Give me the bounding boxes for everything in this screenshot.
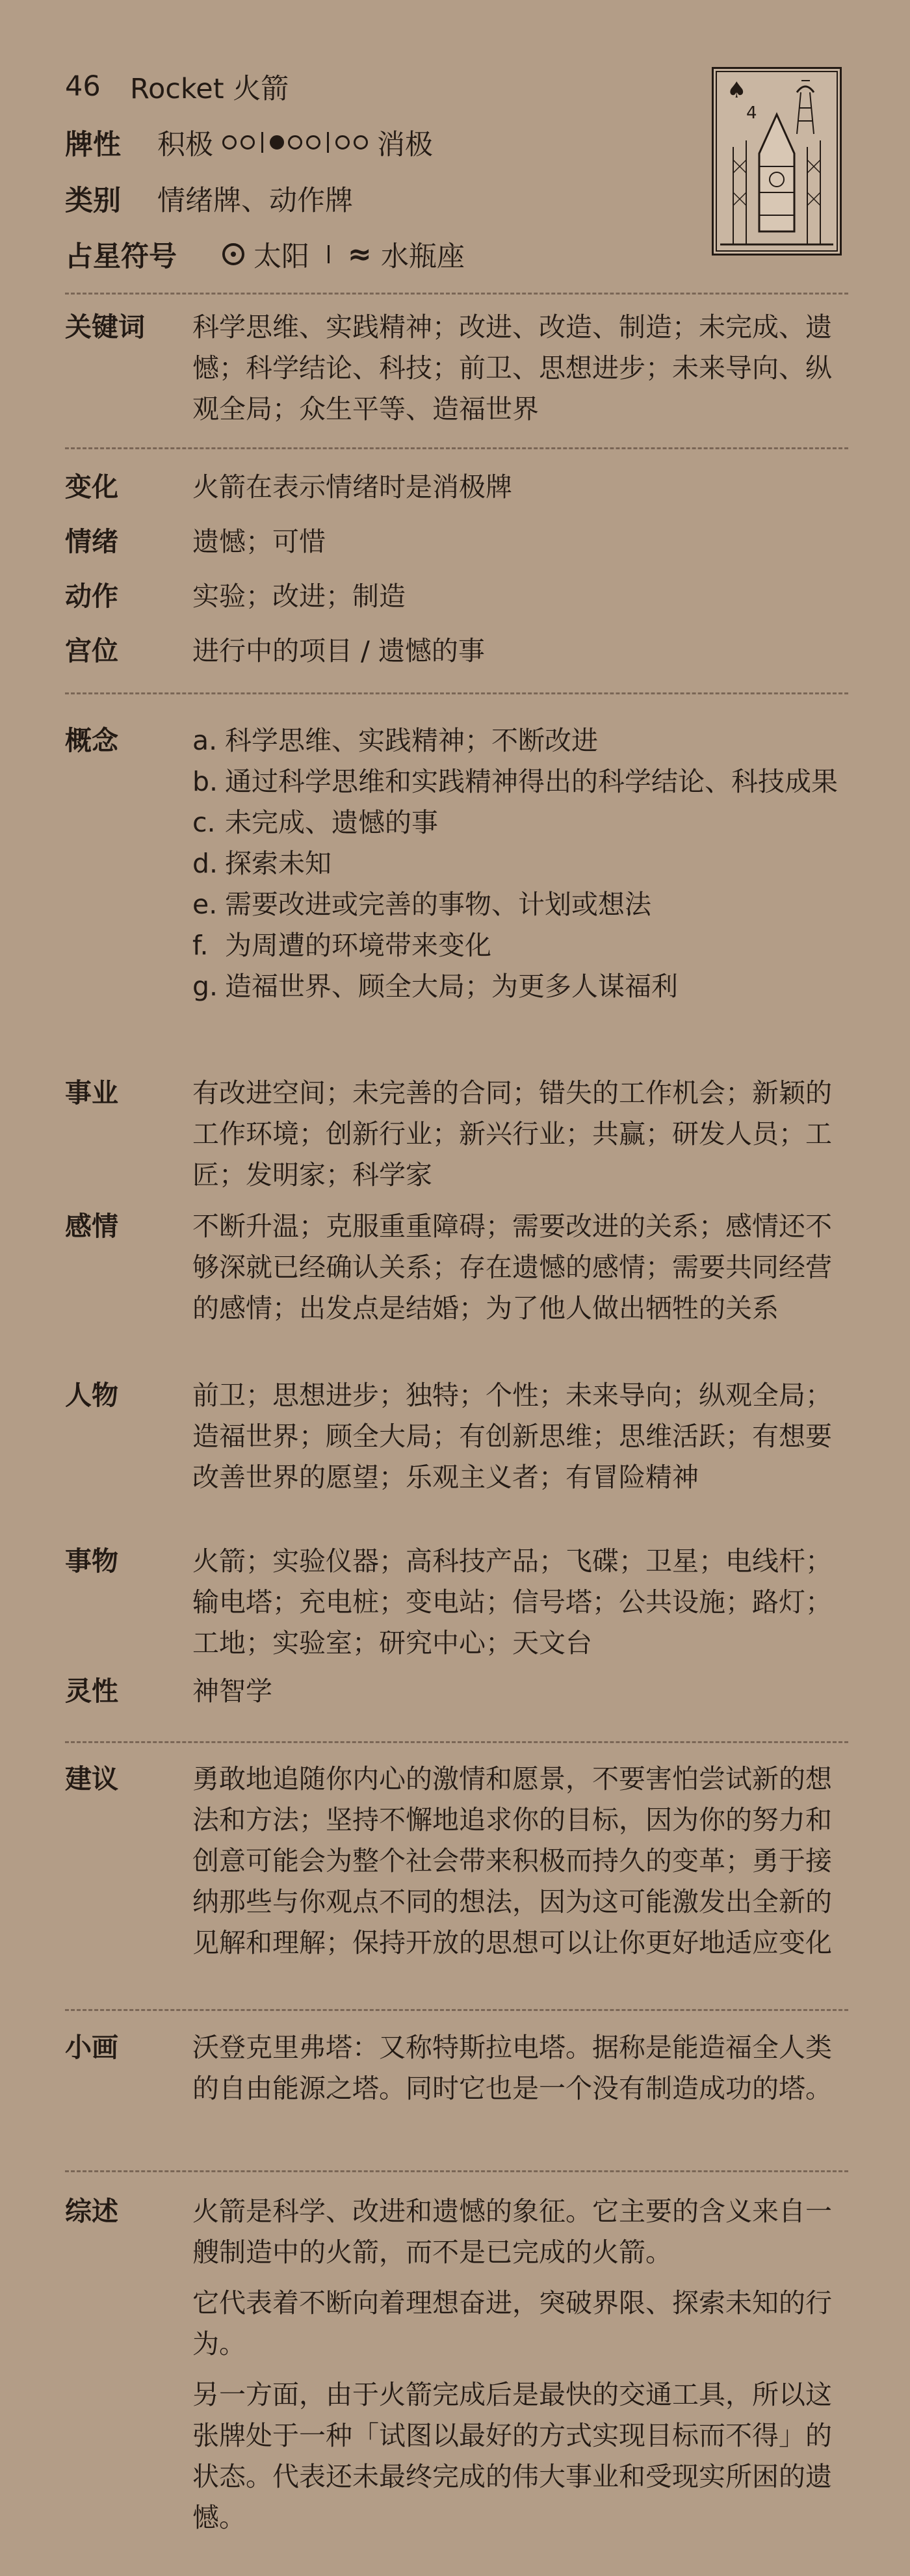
divider [65, 2170, 848, 2172]
advice-label: 建议 [65, 1763, 118, 1794]
keywords-label: 关键词 [65, 311, 145, 343]
concept-label: 概念 [65, 725, 118, 756]
polarity-positive-label: 积极 [157, 128, 213, 161]
category-row [65, 170, 650, 226]
concept-list [192, 720, 852, 1007]
polarity-negative-label: 消极 [377, 128, 433, 161]
change-label: 变化 [65, 471, 118, 503]
card-rank: 4 [746, 103, 757, 123]
divider [65, 692, 848, 694]
polarity-dot [335, 135, 350, 150]
spade-icon: ♠ [727, 77, 747, 103]
aquarius-icon: ≈ [348, 237, 372, 271]
astro-symbols [222, 235, 465, 274]
polarity-dot [222, 135, 237, 150]
category-label: 类别 [65, 184, 121, 217]
title-row [65, 59, 650, 114]
painting-label: 小画 [65, 2032, 118, 2063]
spirit-section [65, 1671, 852, 1712]
emotion-text: 遗憾；可惜 [192, 526, 326, 557]
astro-aquarius-label: 水瓶座 [380, 240, 465, 273]
painting-section [65, 2027, 852, 2109]
summary-body [192, 2191, 852, 2548]
list-item: f. 为周遭的环境带来变化 [192, 930, 491, 961]
keywords-text: 科学思维、实践精神；改进、改造、制造；未完成、遗憾；科学结论、科技；前卫、思想进步；未来导向、纵观全局；众生平等、造福世界 [192, 311, 832, 425]
house-label: 宫位 [65, 635, 118, 666]
polarity-dot [354, 135, 368, 150]
career-text: 有改进空间；未完善的合同；错失的工作机会；新颖的工作环境；创新行业；新兴行业；共赢；研发人员；工匠；发明家；科学家 [192, 1077, 832, 1190]
category-value: 情绪牌、动作牌 [157, 184, 353, 217]
love-section [65, 1206, 852, 1329]
objects-section [65, 1541, 852, 1664]
polarity-scale [157, 123, 433, 163]
action-row [65, 576, 852, 631]
polarity-dot [306, 135, 320, 150]
astro-label: 占星符号 [65, 240, 177, 273]
card-header [65, 59, 650, 282]
astro-sun-label: 太阳 [254, 240, 309, 273]
spirit-text: 神智学 [192, 1676, 272, 1707]
divider [65, 447, 848, 449]
house-text: 进行中的项目 / 遗憾的事 [192, 635, 485, 666]
spirit-label: 灵性 [65, 1676, 118, 1707]
objects-label: 事物 [65, 1545, 118, 1577]
polarity-dot [288, 135, 302, 150]
list-item: c. 未完成、遗憾的事 [192, 807, 438, 838]
action-label: 动作 [65, 581, 118, 612]
summary-paragraph: 火箭是科学、改进和遗憾的象征。它主要的含义来自一艘制造中的火箭，而不是已完成的火箭。 [192, 2196, 832, 2268]
people-label: 人物 [65, 1380, 118, 1411]
astro-row [65, 226, 650, 282]
list-item: a. 科学思维、实践精神；不断改进 [192, 725, 598, 756]
sun-icon [222, 243, 244, 265]
summary-label: 综述 [65, 2196, 118, 2227]
house-row [65, 631, 852, 685]
polarity-separator [327, 132, 329, 153]
card-title: Rocket 火箭 [130, 72, 289, 105]
concept-section [65, 720, 852, 1007]
polarity-separator [261, 132, 263, 153]
action-text: 实验；改进；制造 [192, 581, 406, 612]
divider [65, 1741, 848, 1743]
career-label: 事业 [65, 1077, 118, 1109]
change-row [65, 467, 852, 521]
polarity-label: 牌性 [65, 128, 121, 161]
divider [65, 2009, 848, 2011]
advice-text: 勇敢地追随你内心的激情和愿景，不要害怕尝试新的想法和方法；坚持不懈地追求你的目标，因为你的努力和创意可能会为整个社会带来积极而持久的变革；勇于接纳那些与你观点不同的想法，因为这可能激发出全新的见解和理解；保持开放的思想可以让你更好地适应变化 [192, 1763, 832, 1958]
emotion-row [65, 521, 852, 576]
divider [65, 293, 848, 295]
career-section [65, 1073, 852, 1196]
polarity-dot-selected [270, 135, 284, 150]
card-number: 46 [65, 70, 101, 103]
painting-text: 沃登克里弗塔：又称特斯拉电塔。据称是能造福全人类的自由能源之塔。同时它也是一个没有制造成功的塔。 [192, 2032, 832, 2104]
keywords-section [65, 307, 852, 430]
summary-paragraph: 它代表着不断向着理想奋进，突破界限、探索未知的行为。 [192, 2287, 832, 2359]
meta-section [65, 467, 852, 685]
list-item: b. 通过科学思维和实践精神得出的科学结论、科技成果 [192, 766, 838, 797]
love-label: 感情 [65, 1211, 118, 1242]
list-item: d. 探索未知 [192, 848, 332, 879]
astro-separator [328, 245, 330, 263]
list-item: g. 造福世界、顾全大局；为更多人谋福利 [192, 971, 678, 1002]
rocket-tower-illustration [714, 69, 840, 254]
list-item: e. 需要改进或完善的事物、计划或想法 [192, 889, 651, 920]
people-section [65, 1375, 852, 1498]
people-text: 前卫；思想进步；独特；个性；未来导向；纵观全局；造福世界；顾全大局；有创新思维；思维活跃；有想要改善世界的愿望；乐观主义者；有冒险精神 [192, 1380, 832, 1493]
summary-section [65, 2191, 852, 2548]
summary-paragraph: 另一方面，由于火箭完成后是最快的交通工具，所以这张牌处于一种「试图以最好的方式实现目标而不得」的状态。代表还未最终完成的伟大事业和受现实所困的遗憾。 [192, 2379, 832, 2533]
card-illustration [712, 67, 842, 256]
objects-text: 火箭；实验仪器；高科技产品；飞碟；卫星；电线杆；输电塔；充电桩；变电站；信号塔；公共设施；路灯；工地；实验室；研究中心；天文台 [192, 1545, 832, 1659]
love-text: 不断升温；克服重重障碍；需要改进的关系；感情还不够深就已经确认关系；存在遗憾的感情；需要共同经营的感情；出发点是结婚；为了他人做出牺牲的关系 [192, 1211, 832, 1324]
advice-section [65, 1759, 852, 1964]
polarity-dot [240, 135, 255, 150]
polarity-row [65, 114, 650, 170]
change-text: 火箭在表示情绪时是消极牌 [192, 471, 512, 503]
polarity-dots [222, 132, 368, 153]
emotion-label: 情绪 [65, 526, 118, 557]
